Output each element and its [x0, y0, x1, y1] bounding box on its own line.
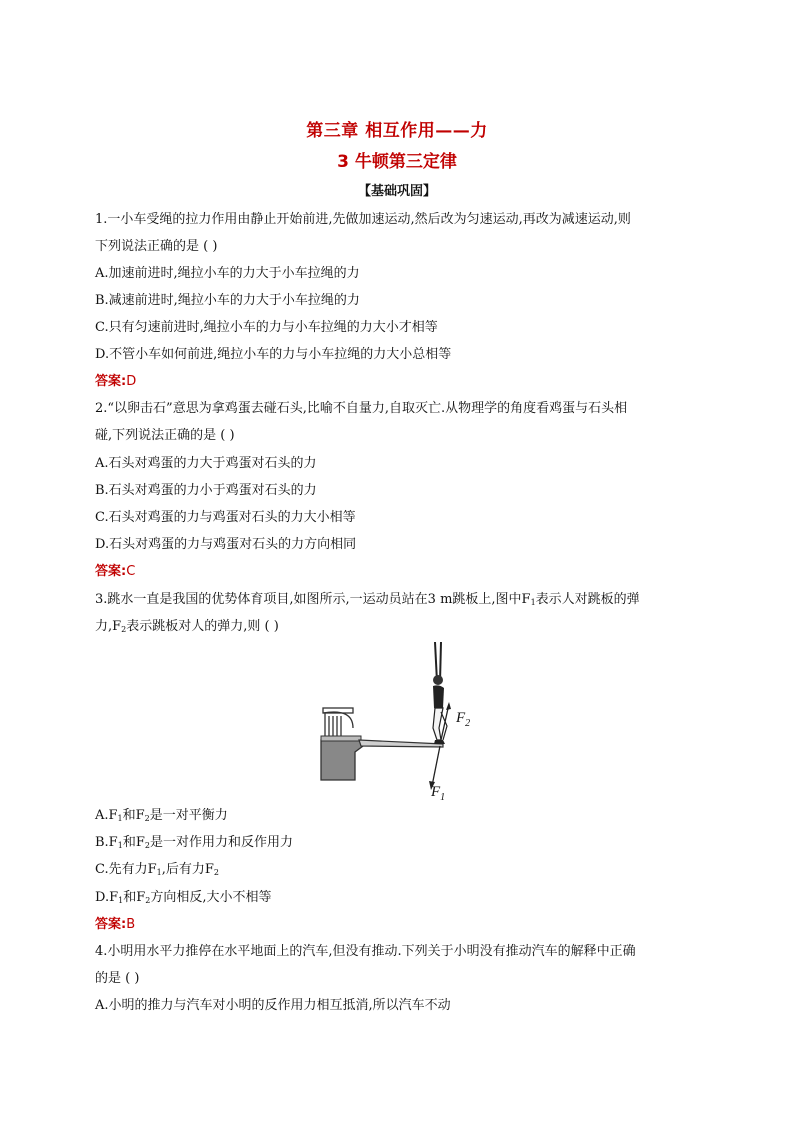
f1-label: F — [431, 784, 441, 800]
q2-option-d: D.石头对鸡蛋的力与鸡蛋对石头的力方向相同 — [95, 537, 357, 552]
chapter-title: 第三章 相互作用——力 — [306, 121, 488, 141]
q3-stem-line1: 3.跳水一直是我国的优势体育项目,如图所示,一运动员站在3 m跳板上,图中$F_1$表示人对跳板的弹 — [95, 592, 640, 607]
q3-option-b: $B.F_1$和$F_2$是一对作用力和反作用力 — [95, 835, 293, 850]
q2-option-c: C.石头对鸡蛋的力与鸡蛋对石头的力大小相等 — [95, 510, 356, 525]
section-label: 【基础巩固】 — [357, 184, 436, 199]
q1-option-b: B.减速前进时,绳拉小车的力大于小车拉绳的力 — [95, 293, 360, 308]
athlete-figure — [433, 642, 447, 744]
q3-option-c: C.先有力$F_1$,后有力$F_2$ — [95, 862, 219, 877]
q2-stem-line1: 2.“以卵击石”意思为拿鸡蛋去碰石头,比喻不自量力,自取灭亡.从物理学的角度看鸡蛋与石头相 — [95, 401, 628, 416]
svg-text:F2 — [455, 710, 470, 729]
q2-option-b: B.石头对鸡蛋的力小于鸡蛋对石头的力 — [95, 483, 317, 498]
q1-stem-line2: 下列说法正确的是 ( ) — [95, 239, 218, 254]
q1-option-d: D.不管小车如何前进,绳拉小车的力与小车拉绳的力大小总相等 — [95, 347, 452, 362]
q4-option-a: A.小明的推力与汽车对小明的反作用力相互抵消,所以汽车不动 — [95, 998, 451, 1013]
svg-text:F1 — [430, 784, 445, 800]
q1-option-a: A.加速前进时,绳拉小车的力大于小车拉绳的力 — [95, 266, 360, 281]
q4-stem-line1: 4.小明用水平力推停在水平地面上的汽车,但没有推动.下列关于小明没有推动汽车的解释中正确 — [95, 944, 636, 959]
q3-option-a: $A.F_1$和$F_2$是一对平衡力 — [95, 808, 228, 823]
q2-stem-line2: 碰,下列说法正确的是 ( ) — [95, 428, 235, 443]
q1-answer: 答案:D — [95, 374, 137, 389]
diving-board-illustration — [315, 636, 475, 800]
q2-answer: 答案:C — [95, 564, 136, 579]
q3-stem-line2: 力$,F_2$表示跳板对人的弹力,则 ( ) — [95, 619, 279, 634]
q3-answer: 答案:B — [95, 917, 136, 932]
f2-label: F — [456, 710, 466, 726]
q2-option-a: A.石头对鸡蛋的力大于鸡蛋对石头的力 — [95, 456, 317, 471]
q3-option-d: $D.F_1$和$F_2$方向相反,大小不相等 — [95, 890, 272, 905]
q1-stem-line1: 1.一小车受绳的拉力作用由静止开始前进,先做加速运动,然后改为匀速运动,再改为减速运动,则 — [95, 212, 631, 227]
section-title: 3 牛顿第三定律 — [337, 152, 457, 172]
f2-label-subscript: 2 — [465, 718, 471, 729]
q4-stem-line2: 的是 ( ) — [95, 971, 140, 986]
f1-label-subscript: 1 — [440, 792, 446, 800]
diving-board-figure — [315, 636, 475, 800]
q1-option-c: C.只有匀速前进时,绳拉小车的力与小车拉绳的力大小才相等 — [95, 320, 438, 335]
